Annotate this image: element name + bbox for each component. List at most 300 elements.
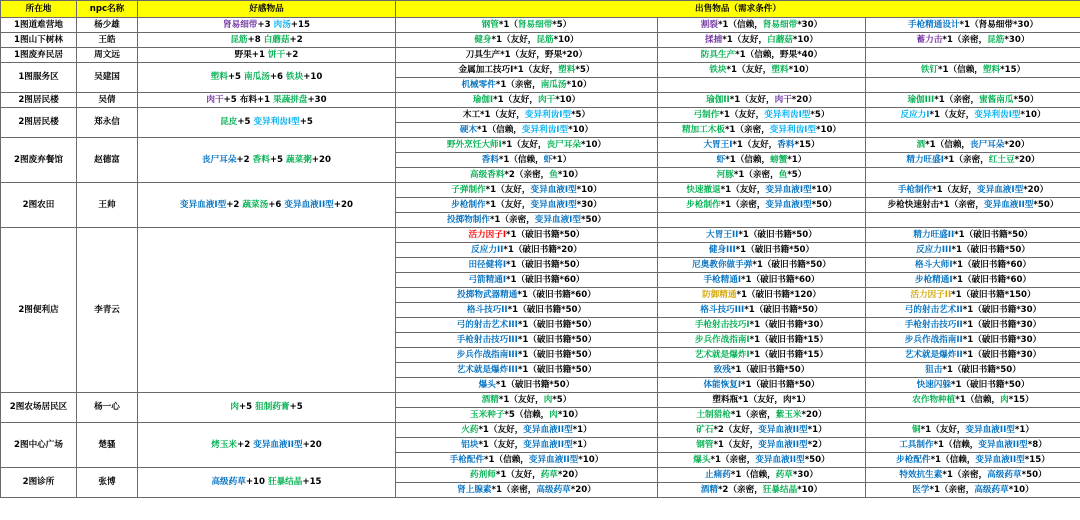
text-segment: 变异利齿I型 [521,124,569,135]
text-segment: *10） [555,94,581,105]
text-segment: 高级药草 [536,484,571,495]
text-segment: 手枪射击技巧I [694,319,750,330]
text-segment: *50） [580,214,607,225]
text-segment: 肉 [549,409,558,420]
text-segment: +20 [311,154,331,165]
cell-sell-item [658,63,866,78]
cell-location: 2图居民楼 [1,108,77,138]
text-segment: *1（亲密， [934,94,980,105]
text-segment: 变异利齿I型 [974,109,1021,120]
text-segment: 钢管 [481,19,499,30]
cell-sell-item [866,18,1080,33]
text-segment: 投掷物制作 [446,214,490,225]
text-segment: 手枪精通设计 [907,19,960,30]
header-npc-name: npc名称 [77,1,138,18]
text-segment: 硬木 [459,124,478,135]
text-segment: *5） [571,109,591,120]
text-segment: *1（友好， [920,424,966,435]
text-segment: *1（破旧书籍*50） [517,334,597,345]
cell-sell-item [658,33,866,48]
cell-location: 2图中心广场 [1,423,77,468]
text-segment: 河豚 [716,169,734,180]
cell-sell-item [396,273,658,288]
text-segment: *1（破旧书籍*50） [506,259,585,270]
text-segment: *10） [792,34,818,45]
table-row [1,228,1080,243]
text-segment: +5 [289,402,303,412]
text-segment: *1（信赖， [717,19,763,30]
cell-sell-item [866,93,1080,108]
text-segment: 手枪射击技巧II [904,319,963,330]
text-segment: 格斗技巧II [466,304,508,315]
text-segment: 野果+1 [234,49,268,60]
text-segment: *10） [553,34,579,45]
table-row [1,18,1080,33]
text-segment: *1（亲密， [942,34,988,45]
cell-gifts [138,228,396,393]
cell-gifts [138,33,396,48]
text-segment: *1（破旧书籍*50） [744,304,823,315]
cell-location: 1图山下树林 [1,33,77,48]
cell-sell-item [866,198,1080,213]
cell-sell-item [866,33,1080,48]
text-segment: 铁钉 [920,64,939,75]
cell-sell-item [866,123,1080,138]
text-segment: 步兵作战指南II [904,334,963,345]
text-segment: 子弹制作 [451,184,486,195]
text-segment: *15） [1000,64,1026,75]
text-segment: +6 [269,72,286,82]
cell-gifts [138,423,396,468]
text-segment: 健身 [474,34,492,45]
cell-sell-item [866,348,1080,363]
cell-sell-item [396,183,658,198]
text-segment: 步兵作战指南III [456,349,518,360]
text-segment: 防御精通 [702,289,737,300]
cell-sell-item [866,288,1080,303]
cell-sell-item [658,258,866,273]
text-segment: 变异血液II型 [755,454,805,465]
text-segment: 精力旺盛I [906,154,944,165]
text-segment: 塑料 [210,72,228,82]
text-segment: 活力因子I [468,229,507,240]
text-segment: 药剂师 [470,469,496,480]
text-segment: *1（亲密， [720,199,766,210]
text-segment: 铜 [912,424,921,435]
cell-gifts [138,468,396,498]
table-row [1,468,1080,483]
text-segment: *1（破旧书籍*50） [730,364,810,375]
text-segment: 手枪制作 [897,184,933,195]
text-segment: 香料 [777,139,795,150]
text-segment: 变异血液I型 [180,199,227,210]
text-segment: *1（肾易细带*30） [959,19,1039,30]
cell-sell-item [866,168,1080,183]
table-row [1,63,1080,78]
text-segment: *1（破旧书籍*50） [735,244,815,255]
text-segment: *1） [787,154,807,165]
text-segment: 金属加工技巧I*1（友好， [458,64,559,75]
text-segment: *1（破旧书籍*30） [749,319,829,330]
cell-sell-item [866,108,1080,123]
text-segment: *1（信赖， [484,454,529,465]
text-segment: *1（信赖， [955,394,1001,405]
text-segment: *10） [797,484,823,495]
cell-sell-item [658,333,866,348]
cell-npc-name: 杨一心 [77,393,138,423]
cell-sell-item [866,48,1080,63]
cell-sell-item [396,63,658,78]
text-segment: *1（亲密， [724,124,770,135]
text-segment: *10） [811,184,837,195]
text-segment: +6 [268,199,285,210]
text-segment: 步兵作战指南I [694,334,750,345]
text-segment: 狂暴结晶 [762,484,798,495]
cell-sell-item [866,468,1080,483]
text-segment: 果蔬拼盘 [273,94,308,105]
text-segment: 变异利齿I型 [764,109,811,120]
text-segment: 蜜酱南瓜 [979,94,1014,105]
text-segment: 酒 [916,139,926,150]
cell-npc-name: 王皓 [77,33,138,48]
text-segment: *8） [1027,439,1047,450]
cell-gifts [138,93,396,108]
cell-sell-item [396,468,658,483]
text-segment: 变异血液II型 [978,439,1028,450]
cell-sell-item [658,18,866,33]
text-segment: 钢管 [696,439,714,450]
text-segment: 高级药草 [211,477,246,487]
text-segment: *20） [570,484,596,495]
text-segment: +5 [237,117,254,127]
cell-sell-item [658,273,866,288]
text-segment: *10） [815,124,842,135]
text-segment: 烤玉米 [211,439,238,450]
text-segment: *30） [1004,34,1030,45]
text-segment: *1（破旧书籍*50） [950,379,1030,390]
text-segment: *1（ [498,19,518,30]
text-segment: *5） [552,19,572,30]
text-segment: 步枪制作 [686,199,721,210]
text-segment: +10 [303,72,323,82]
text-segment: 酒精 [481,394,499,405]
text-segment: 蓄力击 [916,34,943,45]
cell-sell-item [658,438,866,453]
text-segment: 体能恢复I [703,379,742,390]
text-segment: 蔬菜粥 [286,154,312,165]
cell-sell-item [396,258,658,273]
text-segment: *1（破旧书籍*20） [503,244,582,255]
text-segment: 揉捕 [705,34,723,45]
text-segment: 虾 [543,154,553,165]
text-segment: *10） [568,124,594,135]
text-segment: *1（破旧书籍*30） [962,304,1042,315]
text-segment: 瑜伽II [706,94,730,105]
text-segment: *10） [580,139,607,150]
text-segment: 活力因子II [910,289,952,300]
text-segment: 尼奥教你做手弹 [692,259,753,270]
text-segment: *10） [557,409,583,420]
text-segment: *1（破旧书籍*15） [749,334,829,345]
cell-gifts [138,48,396,63]
text-segment: 狂暴结晶 [267,477,303,487]
cell-sell-item [658,363,866,378]
text-segment: 手枪射击技巧III [456,334,518,345]
table-row [1,183,1080,198]
cell-sell-item [658,408,866,423]
cell-sell-item [396,153,658,168]
text-segment: *1（亲密， [943,154,989,165]
text-segment: 肉汤 [273,19,291,30]
text-segment: *1） [572,424,592,435]
cell-gifts [138,138,396,183]
text-segment: *1（破旧书籍*50） [752,259,831,270]
cell-sell-item [658,423,866,438]
text-segment: 变异血液I型 [765,184,812,195]
header-sell-items: 出售物品（需求条件） [396,1,1080,18]
text-segment: 爆头 [693,454,711,465]
text-segment: +5 [269,154,286,165]
cell-sell-item [658,93,866,108]
cell-sell-item [396,363,658,378]
text-segment: +15 [302,477,322,487]
text-segment: *30） [792,469,818,480]
text-segment: 爆头 [478,379,496,390]
text-segment: 土制猎枪 [696,409,731,420]
cell-sell-item [396,93,658,108]
text-segment: 南瓜汤 [540,79,567,90]
text-segment: 弓制作 [693,109,720,120]
cell-sell-item [866,273,1080,288]
text-segment: *1（破旧书籍*50） [506,229,585,240]
text-segment: *15） [794,139,820,150]
cell-gifts [138,18,396,33]
text-segment: 香料 [481,154,499,165]
text-segment: 变异血液II型 [284,199,334,210]
text-segment: *1（友好， [498,394,544,405]
text-segment: 铁块 [709,64,727,75]
text-segment: 艺术就是爆炸III [456,364,518,375]
cell-sell-item [866,423,1080,438]
header-row [1,1,1080,18]
text-segment: *1（友好， [485,199,531,210]
text-segment: *10） [1008,484,1034,495]
cell-location: 1图道难营地 [1,18,77,33]
header-gifts: 好感物品 [138,1,396,18]
text-segment: *1（友好， [501,139,547,150]
text-segment: 肉 [1000,394,1009,405]
cell-sell-item [658,183,866,198]
table-row [1,138,1080,153]
text-segment: *20） [1023,184,1049,195]
text-segment: *1（友好， [478,424,524,435]
text-segment: 止痛药 [705,469,731,480]
text-segment: 矿石 [696,424,714,435]
text-segment: +2 [226,199,243,210]
text-segment: *1（友好， [491,34,537,45]
text-segment: 螃蟹 [770,154,788,165]
text-segment: 肾易细带 [762,19,798,30]
cell-sell-item [396,393,658,408]
text-segment: *30） [797,19,823,30]
cell-sell-item [396,288,658,303]
text-segment: *10） [578,454,604,465]
text-segment: *1（信赖， [933,439,979,450]
text-segment: *1（信赖， [930,454,976,465]
text-segment: 手枪配件 [449,454,485,465]
cell-sell-item [866,63,1080,78]
cell-sell-item [658,393,866,408]
cell-sell-item [866,78,1080,93]
text-segment: *1（破旧书籍*60） [506,274,585,285]
text-segment: *1（破旧书籍*30） [962,334,1042,345]
cell-sell-item [396,78,658,93]
text-segment: 肉干 [774,94,792,105]
text-segment: *1（破旧书籍*30） [962,349,1042,360]
text-segment: 红土豆 [988,154,1015,165]
text-segment: *10） [557,169,583,180]
cell-sell-item [396,378,658,393]
text-segment: 变异血液II型 [975,454,1025,465]
cell-sell-item [396,243,658,258]
text-segment: 鱼 [778,169,788,180]
text-segment: *5） [575,64,595,75]
cell-sell-item [658,123,866,138]
cell-sell-item [396,213,658,228]
text-segment: 快速闪躲 [916,379,951,390]
text-segment: 弓的射击艺术II [904,304,963,315]
cell-location: 1图服务区 [1,63,77,93]
text-segment: *1（亲密， [489,214,535,225]
text-segment: *1（破旧书籍*50） [942,364,1021,375]
cell-location: 2图诊所 [1,468,77,498]
text-segment: 变异血液I型 [530,199,577,210]
text-segment: 肉 [230,402,239,412]
text-segment: *1（破旧书籍*150） [951,289,1036,300]
text-segment: 医学 [912,484,930,495]
text-segment: +2 [236,154,253,165]
text-segment: *5） [810,109,830,120]
text-segment: *1） [1014,424,1034,435]
text-segment: *1（破旧书籍*50） [738,229,817,240]
text-segment: *5（信赖， [504,409,550,420]
text-segment: 割裂 [700,19,718,30]
text-segment: 变异血液II型 [523,424,573,435]
text-segment: 肾上腺素 [457,484,492,495]
cell-sell-item [658,198,866,213]
text-segment: 塑料 [771,64,789,75]
text-segment: 虾 [716,154,726,165]
cell-npc-name: 杨少雄 [77,18,138,33]
text-segment: *1（友好， [722,34,768,45]
cell-sell-item [866,393,1080,408]
text-segment: 步枪制作 [451,199,486,210]
table-row [1,423,1080,438]
cell-sell-item [866,228,1080,243]
cell-npc-name: 张博 [77,468,138,498]
text-segment: *1（友好， [485,184,531,195]
cell-sell-item [866,378,1080,393]
text-segment: *50） [804,454,830,465]
text-segment: *1（友好， [493,94,538,105]
text-segment: *2（友好， [713,424,759,435]
cell-sell-item [396,303,658,318]
text-segment: 药草 [540,469,558,480]
text-segment: *1（破旧书籍*50） [517,364,597,375]
cell-sell-item [658,348,866,363]
text-segment: *1（友好， [713,439,759,450]
text-segment: 变异血液II型 [758,439,808,450]
text-segment: +10 [245,477,268,487]
text-segment: +15 [290,19,310,30]
text-segment: *10） [1020,109,1046,120]
text-segment: 工具制作 [899,439,934,450]
text-segment: 变异血液I型 [765,199,812,210]
cell-sell-item [658,483,866,498]
text-segment: 狙制药膏 [255,402,290,412]
text-segment: 饼干 [267,49,286,60]
text-segment: *1（友好， [729,94,775,105]
text-segment: *1） [572,439,592,450]
text-segment: *1（亲密， [942,469,988,480]
text-segment: 香料 [252,154,270,165]
cell-sell-item [396,18,658,33]
text-segment: *1（友好， [719,109,765,120]
text-segment: 变异利齿I型 [769,124,816,135]
text-segment: *1（友好， [720,184,766,195]
text-segment: *1（破旧书籍*50） [495,379,575,390]
text-segment: 鱼 [549,169,558,180]
cell-sell-item [396,198,658,213]
table-row [1,93,1080,108]
text-segment: 反应力I [900,109,930,120]
cell-sell-item [396,108,658,123]
text-segment: 刀具生产*1（友好，野果*20） [465,49,588,60]
text-segment: 高级药草 [987,469,1022,480]
text-segment: 格斗技巧III [700,304,745,315]
cell-location: 2图居民楼 [1,93,77,108]
text-segment: 变异血液II型 [523,439,573,450]
cell-location: 2图便利店 [1,228,77,393]
text-segment: *1（亲密， [730,409,776,420]
text-segment: +20 [333,199,353,210]
cell-sell-item [866,318,1080,333]
text-segment: *1（破旧书籍*30） [962,319,1042,330]
cell-sell-item [866,408,1080,423]
cell-sell-item [396,33,658,48]
text-segment: *2（亲密， [717,484,763,495]
text-segment: +30 [307,94,327,105]
text-segment: 丧尸耳朵 [202,154,237,165]
cell-sell-item [396,348,658,363]
text-segment: 药草 [775,469,793,480]
text-segment: +2 [285,49,299,60]
cell-sell-item [658,153,866,168]
text-segment: 变异血液II型 [253,439,303,450]
text-segment: 投掷物武器精通 [457,289,518,300]
text-segment: 变异血液II型 [965,424,1015,435]
text-segment: *1（亲密， [733,169,779,180]
text-segment: 丧尸耳朵 [546,139,581,150]
text-segment: *20） [1004,139,1030,150]
text-segment: *1（友好， [495,469,541,480]
text-segment: *5） [787,169,807,180]
text-segment: *1（破旧书籍*60） [517,289,596,300]
cell-sell-item [658,243,866,258]
text-segment: *20） [791,94,817,105]
cell-sell-item [396,483,658,498]
text-segment: *50） [811,199,837,210]
